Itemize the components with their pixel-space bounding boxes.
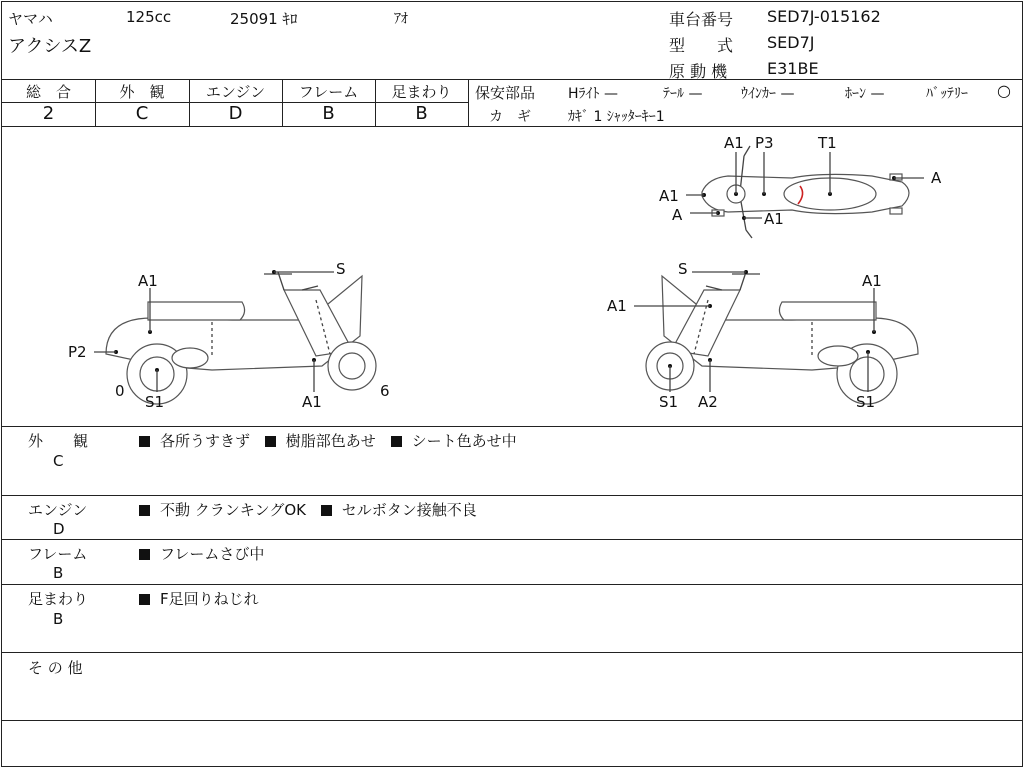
label-top-a-rear: A	[931, 169, 942, 187]
grade-exterior-label: 外 観	[119, 83, 165, 101]
note-other-label: そ の 他	[28, 659, 83, 677]
note-engine-grade: D	[53, 520, 65, 538]
label-top-a1: A1	[724, 134, 744, 152]
scooter-left-view	[94, 270, 376, 404]
label-right-a2: A2	[698, 393, 718, 411]
divider	[468, 79, 469, 126]
grade-exterior-value: C	[135, 103, 149, 124]
safety-label: 保安部品	[475, 84, 536, 102]
grade-suspension-value: B	[415, 103, 428, 124]
frame-no: SED7J-015162	[767, 7, 881, 26]
note-exterior-label: 外 観	[28, 432, 89, 450]
label-left-0: 0	[115, 382, 125, 400]
label-top-a1-left: A1	[659, 187, 679, 205]
divider	[2, 584, 1022, 585]
bullet-icon	[265, 436, 276, 447]
label-top-t1: T1	[818, 134, 837, 152]
label-left-6: 6	[380, 382, 390, 400]
note-suspension-items	[139, 588, 269, 609]
label-left-s: S	[336, 260, 346, 278]
note-item: 各所うすきず	[160, 432, 251, 450]
label-right-s1-rear: S1	[856, 393, 876, 411]
grade-suspension-label: 足まわり	[391, 83, 452, 101]
note-item: セルボタン接触不良	[341, 501, 477, 519]
damage-diagram	[2, 126, 1022, 426]
label-right-s1-front: S1	[659, 393, 679, 411]
label-top-a-left: A	[672, 206, 683, 224]
frame-no-label: 車台番号	[669, 10, 734, 29]
note-exterior-items	[139, 430, 527, 451]
model-name: アクシスZ	[8, 36, 92, 57]
label-left-p2: P2	[68, 343, 87, 361]
label-left-a1-bottom: A1	[302, 393, 322, 411]
note-engine-label: エンジン	[28, 501, 88, 519]
safety-horn: ﾎｰﾝ —	[845, 86, 885, 102]
note-item: フレームさび中	[160, 545, 265, 563]
type-value: SED7J	[767, 33, 815, 52]
note-frame-label: フレーム	[28, 545, 88, 563]
grade-engine-value: D	[228, 103, 243, 124]
grade-engine-label: エンジン	[205, 83, 266, 101]
note-item: シート色あせ中	[411, 432, 517, 450]
divider	[2, 79, 1022, 80]
grade-overall-value: 2	[42, 103, 55, 124]
note-item: 不動 クランキングOK	[160, 501, 306, 519]
divider	[2, 652, 1022, 653]
label-left-a1: A1	[138, 272, 158, 290]
body-color: ｱｵ	[394, 11, 408, 27]
safety-headlight: Hﾗｲﾄ —	[568, 86, 618, 102]
note-frame-items	[139, 543, 274, 564]
battery-ok-mark: ○	[997, 81, 1011, 100]
mileage: 25091 ｷﾛ	[230, 10, 298, 28]
maker: ヤマハ	[8, 10, 53, 28]
note-item: 樹脂部色あせ	[285, 432, 376, 450]
type-label: 型 式	[669, 36, 734, 55]
bullet-icon	[321, 505, 332, 516]
divider	[2, 720, 1022, 721]
divider	[2, 426, 1022, 427]
scooter-top-view	[686, 146, 924, 238]
bullet-icon	[139, 505, 150, 516]
grade-frame-value: B	[322, 103, 335, 124]
divider	[2, 495, 1022, 496]
safety-tail: ﾃｰﾙ —	[663, 86, 703, 102]
key-value: ｶｷﾞ 1 ｼｬｯﾀｰｷｰ1	[568, 109, 665, 125]
bullet-icon	[391, 436, 402, 447]
scooter-right-view	[634, 270, 918, 404]
safety-winker: ｳｲﾝｶｰ —	[741, 86, 795, 102]
label-right-a1-rear: A1	[862, 272, 882, 290]
divider	[2, 539, 1022, 540]
grade-overall-label: 総 合	[25, 83, 71, 101]
note-frame-grade: B	[53, 564, 64, 582]
note-exterior-grade: C	[53, 452, 64, 470]
label-top-a1-lower: A1	[764, 210, 784, 228]
label-right-a1-mid: A1	[607, 297, 627, 315]
grade-frame-label: フレーム	[298, 83, 359, 101]
inspection-sheet	[1, 1, 1023, 767]
note-item: F足回りねじれ	[160, 590, 259, 608]
safety-battery: ﾊﾞｯﾃﾘｰ	[926, 86, 968, 102]
note-engine-items	[139, 499, 487, 520]
bullet-icon	[139, 436, 150, 447]
label-left-s1: S1	[145, 393, 165, 411]
label-right-s: S	[678, 260, 688, 278]
bullet-icon	[139, 594, 150, 605]
displacement: 125cc	[126, 8, 172, 26]
bullet-icon	[139, 549, 150, 560]
label-top-p3: P3	[755, 134, 774, 152]
key-label: カ ギ	[489, 109, 531, 125]
engine-label: 原 動 機	[669, 62, 728, 81]
note-suspension-grade: B	[53, 610, 64, 628]
note-suspension-label: 足まわり	[28, 590, 89, 608]
engine-value: E31BE	[767, 59, 819, 78]
